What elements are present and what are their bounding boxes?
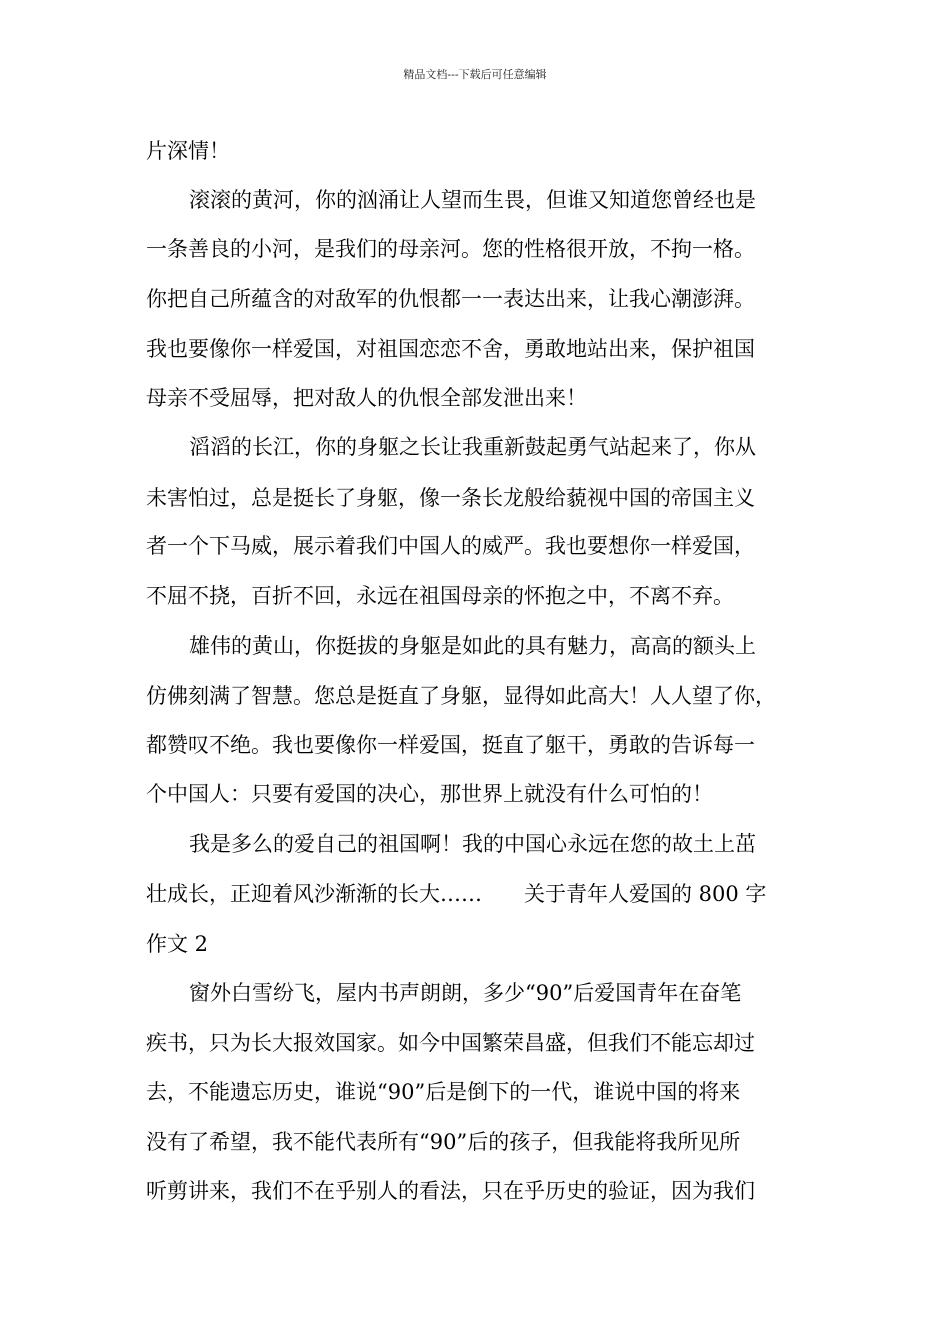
text-line: 窗外白雪纷飞，屋内书声朗朗，多少“90”后爱国青年在奋笔 bbox=[189, 981, 742, 1005]
text-line: 母亲不受屈辱，把对敌人的仇恨全部发泄出来！ bbox=[146, 386, 587, 410]
text-line: 仿佛刻满了智慧。您总是挺直了身躯，显得如此高大！人人望了你， bbox=[146, 684, 776, 708]
text-line: 我也要像你一样爱国，对祖国恋恋不舍，勇敢地站出来，保护祖国 bbox=[146, 337, 755, 361]
text-line: 都赞叹不绝。我也要像你一样爱国，挺直了躯干，勇敢的告诉每一 bbox=[146, 733, 755, 757]
text-line: 你把自己所蕴含的对敌军的仇恨都一一表达出来，让我心潮澎湃。 bbox=[146, 287, 755, 311]
text-line: 我是多么的爱自己的祖国啊！我的中国心永远在您的故土上茁 bbox=[189, 832, 756, 856]
page-header: 精品文档---下载后可任意编辑 bbox=[403, 68, 547, 81]
text-line: 者一个下马威，展示着我们中国人的威严。我也要想你一样爱国， bbox=[146, 534, 755, 558]
text-line: 听剪讲来，我们不在乎别人的看法，只在乎历史的验证，因为我们 bbox=[146, 1179, 755, 1203]
text-line: 雄伟的黄山，你挺拔的身躯是如此的具有魅力，高高的额头上 bbox=[189, 634, 756, 658]
text-line: 未害怕过，总是挺长了身躯，像一条长龙般给藐视中国的帝国主义 bbox=[146, 486, 755, 510]
text-line: 壮成长，正迎着风沙渐渐的长大…… 关于青年人爱国的 800 字 bbox=[146, 882, 767, 906]
text-line: 不屈不挠，百折不回，永远在祖国母亲的怀抱之中，不离不弃。 bbox=[146, 584, 734, 608]
text-line: 作文 2 bbox=[146, 932, 209, 956]
text-line: 个中国人：只要有爱国的决心，那世界上就没有什么可怕的！ bbox=[146, 782, 713, 806]
text-line: 滔滔的长江，你的身躯之长让我重新鼓起勇气站起来了，你从 bbox=[189, 435, 756, 459]
text-line: 没有了希望，我不能代表所有“90”后的孩子，但我能将我所见所 bbox=[146, 1130, 741, 1154]
text-line: 疾书，只为长大报效国家。如今中国繁荣昌盛，但我们不能忘却过 bbox=[146, 1031, 755, 1055]
text-line: 一条善良的小河，是我们的母亲河。您的性格很开放，不拘一格。 bbox=[146, 237, 755, 261]
text-line: 去，不能遗忘历史，谁说“90”后是倒下的一代，谁说中国的将来 bbox=[146, 1080, 741, 1104]
text-line: 滚滚的黄河，你的汹涌让人望而生畏，但谁又知道您曾经也是 bbox=[189, 188, 756, 212]
text-line: 片深情！ bbox=[146, 139, 230, 163]
